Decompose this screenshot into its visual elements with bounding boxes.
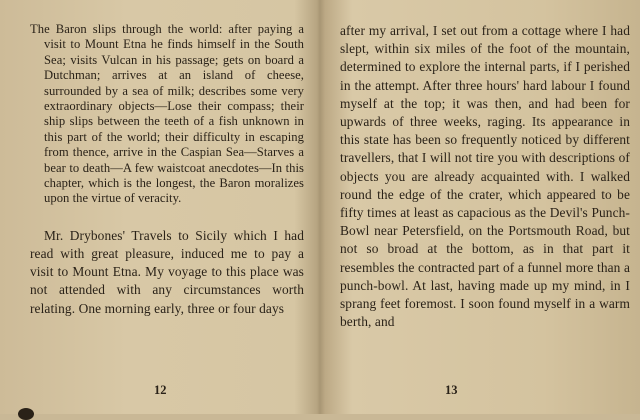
chapter-summary: The Baron slips through the world: after paying a visit to Mount Etna he finds himself in the South Sea; visits Vulcan in his passage; gets on board a Dutchman; arrives at an island of cheese, surrounded by a sea of milk; describes some very extraordinary objects—Lose their compass; their ship slips between the teeth of a fish unknown in this part of the world; their difficulty in escaping from thence, arrive in the Caspian Sea—Starves a bear to death—A few waistcoat anecdotes—In this chapter, which is the longest, the Baron moralizes upon the virtue of veracity. [30, 22, 304, 206]
ink-blot [18, 408, 34, 420]
right-page-number: 13 [445, 383, 458, 397]
right-page [322, 0, 640, 414]
right-body-text: after my arrival, I set out from a cottage where I had slept, within six miles of the foot of the mountain, determined to explore the internal parts, if I perished in the attempt. After three hours' hard labour I found myself at the top; it was then, and had been for upwards of three weeks, raging. Its appearance in this state has been so frequently noticed by different travellers, that I will not tire you with descriptions of objects you are already acquainted with. I walked round the edge of the crater, which appeared to be fifty times at least as capacious as the Devil's Punch-Bowl near Petersfield, on the Portsmouth Road, but not so broad at the bottom, as in that part it resembles the contracted part of a funnel more than a punch-bowl. At last, having made up my mind, in I sprang feet foremost. I soon found myself in a warm berth, and [340, 23, 630, 330]
left-body-text: Mr. Drybones' Travels to Sicily which I had read with great pleasure, induced me to pay a visit to Mount Etna. My voyage to this place was not attended with any circumstances worth relating. One morning early, three or four days [30, 227, 304, 316]
left-page [0, 0, 318, 414]
left-page-number: 12 [154, 383, 167, 397]
